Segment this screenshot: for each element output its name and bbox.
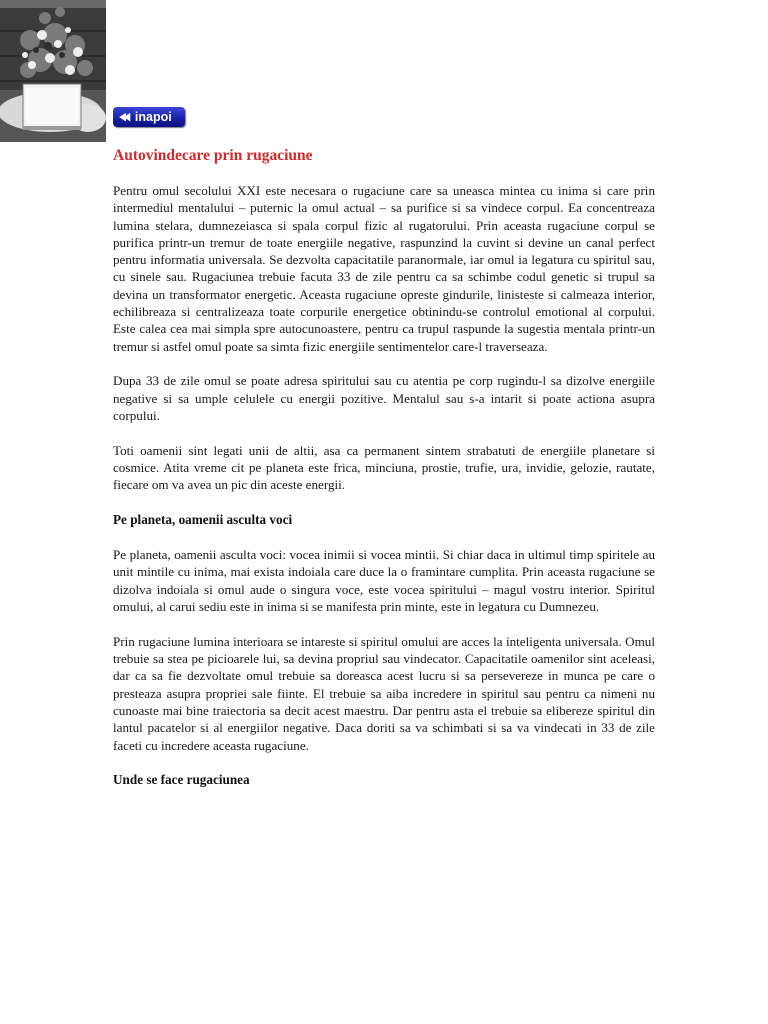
paragraph-inner-light: Prin rugaciune lumina interioara se intareste si spiritul omului are acces la inteligenta universala. Omul trebuie sa stea pe picioarele lui, sa devina propriul sau vindecator. Capacitatile oamenilor sint aceleasi, dar ca sa fie dezvoltate omul trebuie sa doreasca acest lucru si sa persevereze in munca pe care o presteaza asupra propriei sale fiinte. El trebuie sa aiba incredere in spiritul sau pentru ca nimeni nu cunoaste mai bine traiectoria sa decit acest maestru. Dar pentru asta el trebuie sa elibereze spiritul din lantul pacatelor si al energiilor negative. Daca doriti sa va schimbati si sa va vindecati in 33 de zile faceti cu incredere aceasta rugaciune.: [113, 633, 655, 753]
spacer: [113, 529, 655, 547]
header-photo: [0, 0, 106, 142]
flower-bouquet-image: [0, 0, 106, 142]
paragraph-voices: Pe planeta, oamenii asculta voci: vocea inimii si vocea mintii. Si chiar daca in ultimul timp spiritele au unit mintile cu inima, mai exista indoiala care duce la o framintare cumplita. Prin aceasta rugaciune se dizolva indoiala si omul aude o singura voce, este vocea spiritului – magul vostru interior. Spiritul omului, al carui sediu este in inima si se manifesta prin minte, este in legatura cu Dumnezeu.: [113, 547, 655, 614]
article-body: [113, 182, 655, 789]
spacer: [113, 494, 655, 512]
double-chevron-left-icon: ◀◀: [119, 111, 128, 123]
paragraph-after-33-days: Dupa 33 de zile omul se poate adresa spiritului sau cu atentia pe corp rugindu-l sa dizolve energiile negative si sa umple celulele cu energii pozitive. Mentalul sau s-a intarit si poate actiona asupra corpului.: [113, 373, 655, 424]
section-heading-where: Unde se face rugaciunea: [113, 772, 250, 788]
back-button-label: inapoi: [134, 110, 172, 124]
article-title: Autovindecare prin rugaciune: [113, 147, 313, 164]
section-heading-voices: Pe planeta, oamenii asculta voci: [113, 512, 293, 528]
paragraph-intro: Pentru omul secolului XXI este necesara o rugaciune care sa uneasca mintea cu inima si care prin intermediul mentalului – puternic la omul actual – sa purifice si sa vindece corpul. Ea concentreaza lumina stelara, dumnezeiasca si spala corpul fizic al rugatorului. Prin aceasta rugaciune corpul se purifica printr-un tremur de toate energiile negative, raspunzind la cuvint si devine un canal perfect pentru informatia universala. Se dezvolta capacitatile paranormale, iar omul ia legatura cu spiritul sau, cu sinele sau. Rugaciunea trebuie facuta 33 de zile pentru ca sa schimbe codul genetic si trupul sa devina un transformator energetic. Aceasta rugaciune opreste gindurile, linisteste si calmeaza interior, echilibreaza si centralizeaza toate corpurile energetice obtinindu-se controlul emotional al corpului. Este calea cea mai simpla spre autocunoastere, pentru ca trupul raspunde la sugestia mentala printr-un tremur si astfel omul poate sa simta fizic energiile sentimentelor care-l traverseaza.: [113, 183, 655, 354]
paragraph-people-connected: Toti oamenii sint legati unii de altii, asa ca permanent sintem strabatuti de energiile planetare si cosmice. Atita vreme cit pe planeta este frica, minciuna, prostie, trufie, ura, invidie, gelozie, rautate, fiecare om va avea un pic din aceste energii.: [113, 442, 655, 493]
spacer: [113, 754, 655, 772]
back-button[interactable]: [113, 107, 185, 127]
spacer: [113, 424, 655, 442]
spacer: [113, 355, 655, 373]
spacer: [113, 615, 655, 633]
